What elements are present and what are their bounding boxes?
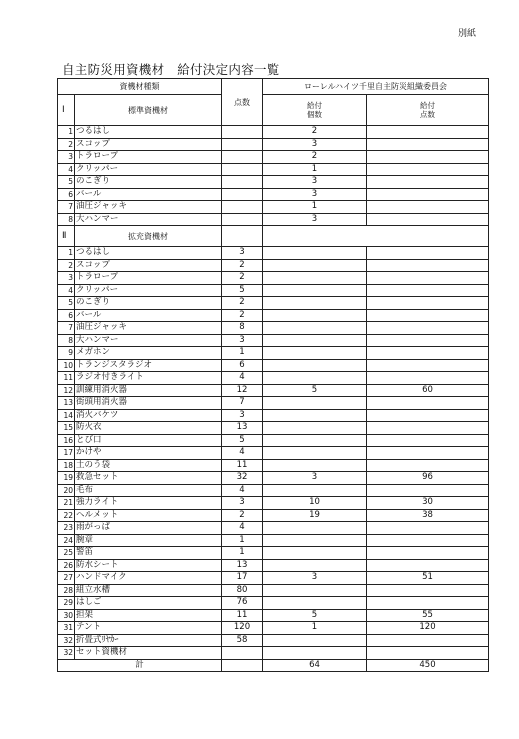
item-name: 防水シート bbox=[75, 559, 222, 572]
item-name: テント bbox=[75, 622, 222, 635]
table-row bbox=[58, 163, 489, 176]
item-name: 担架 bbox=[75, 609, 222, 622]
item-count bbox=[263, 547, 367, 560]
item-total-points bbox=[367, 372, 489, 385]
item-total-points bbox=[367, 126, 489, 139]
item-points: 7 bbox=[222, 397, 263, 410]
table-row bbox=[58, 347, 489, 360]
row-number: 13 bbox=[58, 397, 75, 410]
item-total-points: 51 bbox=[367, 572, 489, 585]
row-number: 18 bbox=[58, 459, 75, 472]
points-header: 点数 bbox=[222, 79, 263, 126]
item-points: 8 bbox=[222, 322, 263, 335]
row-number: 3 bbox=[58, 272, 75, 285]
item-points: 6 bbox=[222, 359, 263, 372]
item-name: 防火衣 bbox=[75, 422, 222, 435]
item-points bbox=[222, 138, 263, 151]
item-points bbox=[222, 176, 263, 189]
row-number: 23 bbox=[58, 522, 75, 535]
item-count bbox=[263, 359, 367, 372]
table-row bbox=[58, 422, 489, 435]
row-number: 1 bbox=[58, 247, 75, 260]
item-name: 油圧ジャッキ bbox=[75, 201, 222, 214]
table-row bbox=[58, 334, 489, 347]
item-total-points: 120 bbox=[367, 622, 489, 635]
item-total-points bbox=[367, 634, 489, 647]
item-count bbox=[263, 584, 367, 597]
item-total-points bbox=[367, 422, 489, 435]
item-name: とび口 bbox=[75, 434, 222, 447]
table-row bbox=[58, 284, 489, 297]
item-total-points bbox=[367, 434, 489, 447]
table-row bbox=[58, 188, 489, 201]
item-total-points bbox=[367, 176, 489, 189]
item-points: 4 bbox=[222, 522, 263, 535]
table-row bbox=[58, 272, 489, 285]
item-points: 2 bbox=[222, 297, 263, 310]
row-number: 31 bbox=[58, 622, 75, 635]
item-name: 油圧ジャッキ bbox=[75, 322, 222, 335]
row-number: 12 bbox=[58, 384, 75, 397]
total-points-header bbox=[367, 95, 489, 126]
item-count bbox=[263, 272, 367, 285]
item-name: 消火バケツ bbox=[75, 409, 222, 422]
table-row bbox=[58, 584, 489, 597]
section2-committee-empty bbox=[263, 226, 489, 247]
item-name: ラジオ付きライト bbox=[75, 372, 222, 385]
table-row bbox=[58, 259, 489, 272]
item-total-points bbox=[367, 484, 489, 497]
item-total-points bbox=[367, 647, 489, 660]
row-number: 4 bbox=[58, 284, 75, 297]
item-count: 2 bbox=[263, 151, 367, 164]
row-number: 17 bbox=[58, 447, 75, 460]
item-points: 4 bbox=[222, 484, 263, 497]
item-points: 58 bbox=[222, 634, 263, 647]
item-points: 3 bbox=[222, 334, 263, 347]
row-number: 32 bbox=[58, 634, 75, 647]
totals-label: 計 bbox=[58, 659, 222, 672]
table-row bbox=[58, 622, 489, 635]
total-points-header-line1: 給付 bbox=[420, 101, 435, 110]
table-row bbox=[58, 459, 489, 472]
section2-roman: Ⅱ bbox=[58, 226, 75, 247]
item-name: 雨がっぱ bbox=[75, 522, 222, 535]
item-count bbox=[263, 434, 367, 447]
table-row bbox=[58, 359, 489, 372]
item-points: 11 bbox=[222, 609, 263, 622]
item-name: 折畳式ﾘﾔｶｰ bbox=[75, 634, 222, 647]
item-points bbox=[222, 213, 263, 226]
item-total-points bbox=[367, 347, 489, 360]
item-total-points bbox=[367, 534, 489, 547]
table-row bbox=[58, 522, 489, 535]
item-points: 4 bbox=[222, 447, 263, 460]
item-points: 17 bbox=[222, 572, 263, 585]
item-points: 80 bbox=[222, 584, 263, 597]
total-points-header-line2: 点数 bbox=[420, 110, 435, 119]
item-total-points: 96 bbox=[367, 472, 489, 485]
item-points bbox=[222, 201, 263, 214]
item-count: 3 bbox=[263, 572, 367, 585]
item-count: 1 bbox=[263, 163, 367, 176]
table-row bbox=[58, 372, 489, 385]
row-number: 19 bbox=[58, 472, 75, 485]
section1-roman: Ⅰ bbox=[58, 95, 75, 126]
item-total-points bbox=[367, 151, 489, 164]
row-number: 7 bbox=[58, 201, 75, 214]
table-row bbox=[58, 597, 489, 610]
row-number: 8 bbox=[58, 213, 75, 226]
item-total-points bbox=[367, 309, 489, 322]
row-number: 5 bbox=[58, 297, 75, 310]
item-points: 3 bbox=[222, 247, 263, 260]
item-count bbox=[263, 372, 367, 385]
item-count bbox=[263, 522, 367, 535]
header-row-2 bbox=[58, 95, 489, 126]
item-count bbox=[263, 259, 367, 272]
item-points bbox=[222, 647, 263, 660]
count-header-line2: 個数 bbox=[307, 110, 322, 119]
item-name: 強力ライト bbox=[75, 497, 222, 510]
item-total-points: 55 bbox=[367, 609, 489, 622]
table-row bbox=[58, 634, 489, 647]
item-total-points bbox=[367, 409, 489, 422]
item-points: 32 bbox=[222, 472, 263, 485]
committee-header: ローレルハイツ千里自主防災組織委員会 bbox=[263, 79, 489, 95]
item-count bbox=[263, 422, 367, 435]
item-count bbox=[263, 484, 367, 497]
item-name: トラロープ bbox=[75, 272, 222, 285]
row-number: 6 bbox=[58, 188, 75, 201]
item-points: 4 bbox=[222, 372, 263, 385]
row-number: 20 bbox=[58, 484, 75, 497]
item-name: 大ハンマー bbox=[75, 213, 222, 226]
row-number: 30 bbox=[58, 609, 75, 622]
row-number: 32 bbox=[58, 647, 75, 660]
table-row bbox=[58, 509, 489, 522]
row-number: 4 bbox=[58, 163, 75, 176]
item-count bbox=[263, 459, 367, 472]
item-name: のこぎり bbox=[75, 176, 222, 189]
item-count bbox=[263, 534, 367, 547]
item-total-points: 30 bbox=[367, 497, 489, 510]
item-points: 2 bbox=[222, 272, 263, 285]
row-number: 27 bbox=[58, 572, 75, 585]
table-row bbox=[58, 609, 489, 622]
item-name: つるはし bbox=[75, 126, 222, 139]
item-total-points bbox=[367, 322, 489, 335]
item-total-points bbox=[367, 272, 489, 285]
item-count bbox=[263, 334, 367, 347]
item-name: 組立水槽 bbox=[75, 584, 222, 597]
section1-label: 標準資機材 bbox=[75, 95, 222, 126]
item-count: 1 bbox=[263, 201, 367, 214]
item-total-points: 38 bbox=[367, 509, 489, 522]
item-points bbox=[222, 163, 263, 176]
kind-header: 資機材種類 bbox=[58, 79, 222, 95]
item-count bbox=[263, 647, 367, 660]
item-name: クリッパー bbox=[75, 284, 222, 297]
row-number: 11 bbox=[58, 372, 75, 385]
item-total-points bbox=[367, 201, 489, 214]
item-total-points bbox=[367, 247, 489, 260]
item-count bbox=[263, 247, 367, 260]
table-row bbox=[58, 201, 489, 214]
item-count: 3 bbox=[263, 472, 367, 485]
item-total-points bbox=[367, 259, 489, 272]
totals-points: 450 bbox=[367, 659, 489, 672]
item-name: メガホン bbox=[75, 347, 222, 360]
header-row-1 bbox=[58, 79, 489, 95]
item-total-points bbox=[367, 188, 489, 201]
item-count bbox=[263, 634, 367, 647]
row-number: 7 bbox=[58, 322, 75, 335]
table-row bbox=[58, 484, 489, 497]
item-points: 1 bbox=[222, 547, 263, 560]
row-number: 9 bbox=[58, 347, 75, 360]
table-row bbox=[58, 547, 489, 560]
item-total-points bbox=[367, 584, 489, 597]
item-total-points bbox=[367, 397, 489, 410]
item-points: 3 bbox=[222, 409, 263, 422]
item-points bbox=[222, 188, 263, 201]
item-points: 11 bbox=[222, 459, 263, 472]
item-total-points: 60 bbox=[367, 384, 489, 397]
item-name: のこぎり bbox=[75, 297, 222, 310]
item-name: 大ハンマー bbox=[75, 334, 222, 347]
item-count: 3 bbox=[263, 176, 367, 189]
row-number: 3 bbox=[58, 151, 75, 164]
table-row bbox=[58, 176, 489, 189]
row-number: 25 bbox=[58, 547, 75, 560]
table-row bbox=[58, 384, 489, 397]
item-points bbox=[222, 126, 263, 139]
table-row bbox=[58, 434, 489, 447]
item-name: かけや bbox=[75, 447, 222, 460]
item-name: トランジスタラジオ bbox=[75, 359, 222, 372]
item-count: 3 bbox=[263, 213, 367, 226]
item-total-points bbox=[367, 447, 489, 460]
item-name: バール bbox=[75, 188, 222, 201]
section2-header-row bbox=[58, 226, 489, 247]
item-count bbox=[263, 297, 367, 310]
item-name: 毛布 bbox=[75, 484, 222, 497]
row-number: 5 bbox=[58, 176, 75, 189]
table-row bbox=[58, 297, 489, 310]
item-total-points bbox=[367, 213, 489, 226]
item-points: 5 bbox=[222, 434, 263, 447]
item-points: 12 bbox=[222, 384, 263, 397]
row-number: 29 bbox=[58, 597, 75, 610]
item-name: 訓練用消火器 bbox=[75, 384, 222, 397]
table-row bbox=[58, 647, 489, 660]
item-total-points bbox=[367, 284, 489, 297]
attachment-note: 別紙 bbox=[458, 29, 477, 39]
item-name: ハンドマイク bbox=[75, 572, 222, 585]
item-count bbox=[263, 597, 367, 610]
item-points: 5 bbox=[222, 284, 263, 297]
item-name: スコップ bbox=[75, 259, 222, 272]
item-name: ヘルメット bbox=[75, 509, 222, 522]
row-number: 21 bbox=[58, 497, 75, 510]
item-name: 街頭用消火器 bbox=[75, 397, 222, 410]
item-count bbox=[263, 397, 367, 410]
table-row bbox=[58, 472, 489, 485]
item-name: バール bbox=[75, 309, 222, 322]
item-name: クリッパー bbox=[75, 163, 222, 176]
row-number: 1 bbox=[58, 126, 75, 139]
row-number: 2 bbox=[58, 259, 75, 272]
item-count: 3 bbox=[263, 188, 367, 201]
item-name: 救急セット bbox=[75, 472, 222, 485]
item-count bbox=[263, 309, 367, 322]
item-count bbox=[263, 409, 367, 422]
item-count: 5 bbox=[263, 384, 367, 397]
table-row bbox=[58, 126, 489, 139]
row-number: 16 bbox=[58, 434, 75, 447]
totals-row bbox=[58, 659, 489, 672]
table-row bbox=[58, 247, 489, 260]
item-count: 10 bbox=[263, 497, 367, 510]
row-number: 2 bbox=[58, 138, 75, 151]
item-total-points bbox=[367, 359, 489, 372]
item-points: 13 bbox=[222, 559, 263, 572]
item-total-points bbox=[367, 597, 489, 610]
item-count: 1 bbox=[263, 622, 367, 635]
item-total-points bbox=[367, 559, 489, 572]
item-name: トラロープ bbox=[75, 151, 222, 164]
table-row bbox=[58, 572, 489, 585]
table-row bbox=[58, 497, 489, 510]
item-total-points bbox=[367, 522, 489, 535]
table-row bbox=[58, 409, 489, 422]
row-number: 8 bbox=[58, 334, 75, 347]
page-title: 自主防災用資機材 給付決定内容一覧 bbox=[62, 62, 280, 77]
item-count: 19 bbox=[263, 509, 367, 522]
item-name: つるはし bbox=[75, 247, 222, 260]
row-number: 15 bbox=[58, 422, 75, 435]
row-number: 24 bbox=[58, 534, 75, 547]
table-row bbox=[58, 534, 489, 547]
count-header bbox=[263, 95, 367, 126]
item-points: 120 bbox=[222, 622, 263, 635]
item-name: 土のう袋 bbox=[75, 459, 222, 472]
row-number: 22 bbox=[58, 509, 75, 522]
totals-points-empty bbox=[222, 659, 263, 672]
item-count: 3 bbox=[263, 138, 367, 151]
table-row bbox=[58, 151, 489, 164]
row-number: 14 bbox=[58, 409, 75, 422]
item-count bbox=[263, 347, 367, 360]
item-count bbox=[263, 284, 367, 297]
item-name: スコップ bbox=[75, 138, 222, 151]
table-row bbox=[58, 309, 489, 322]
equipment-table bbox=[57, 78, 489, 672]
item-points bbox=[222, 151, 263, 164]
section2-label: 拡充資機材 bbox=[75, 226, 222, 247]
item-count bbox=[263, 559, 367, 572]
item-points: 3 bbox=[222, 497, 263, 510]
item-total-points bbox=[367, 459, 489, 472]
item-points: 1 bbox=[222, 347, 263, 360]
table-row bbox=[58, 447, 489, 460]
table-row bbox=[58, 213, 489, 226]
count-header-line1: 給付 bbox=[307, 101, 322, 110]
row-number: 10 bbox=[58, 359, 75, 372]
item-points: 2 bbox=[222, 509, 263, 522]
item-count bbox=[263, 447, 367, 460]
item-total-points bbox=[367, 163, 489, 176]
item-total-points bbox=[367, 297, 489, 310]
item-count: 2 bbox=[263, 126, 367, 139]
table-row bbox=[58, 397, 489, 410]
item-name: はしご bbox=[75, 597, 222, 610]
row-number: 26 bbox=[58, 559, 75, 572]
item-points: 76 bbox=[222, 597, 263, 610]
table-row bbox=[58, 322, 489, 335]
item-points: 2 bbox=[222, 309, 263, 322]
item-total-points bbox=[367, 334, 489, 347]
totals-count: 64 bbox=[263, 659, 367, 672]
item-count bbox=[263, 322, 367, 335]
item-points: 1 bbox=[222, 534, 263, 547]
table-row bbox=[58, 138, 489, 151]
item-total-points bbox=[367, 547, 489, 560]
item-points: 2 bbox=[222, 259, 263, 272]
table-row bbox=[58, 559, 489, 572]
item-name: 腕章 bbox=[75, 534, 222, 547]
item-total-points bbox=[367, 138, 489, 151]
item-points: 13 bbox=[222, 422, 263, 435]
table-body bbox=[58, 79, 489, 672]
item-name: セット資機材 bbox=[75, 647, 222, 660]
item-count: 5 bbox=[263, 609, 367, 622]
row-number: 6 bbox=[58, 309, 75, 322]
item-name: 警笛 bbox=[75, 547, 222, 560]
section2-points-empty bbox=[222, 226, 263, 247]
row-number: 28 bbox=[58, 584, 75, 597]
